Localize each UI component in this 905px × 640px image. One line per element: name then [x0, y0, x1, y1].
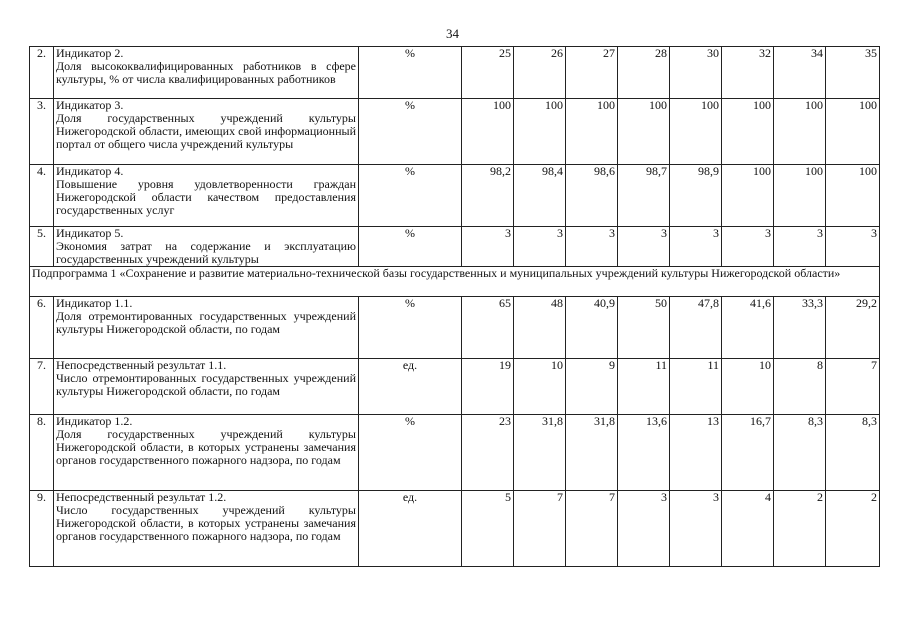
value-cell: 98,7	[618, 165, 670, 227]
value-cell: 27	[566, 47, 618, 99]
value-cell: 100	[618, 99, 670, 165]
value-cell: 8,3	[774, 415, 826, 491]
value-cell: 34	[774, 47, 826, 99]
indicator-text: Число государственных учреждений культуры Нижегородской области, в которых устранены замечания органов государственного пожарного надзора, по годам	[56, 503, 356, 543]
value-cell: 3	[826, 227, 880, 267]
unit-cell: ед.	[359, 359, 462, 415]
value-cell: 11	[670, 359, 722, 415]
value-cell: 10	[722, 359, 774, 415]
value-cell: 29,2	[826, 297, 880, 359]
value-cell: 100	[826, 165, 880, 227]
indicator-text: Число отремонтированных государственных учреждений культуры Нижегородской области, по годам	[56, 371, 356, 398]
indicators-table	[29, 46, 880, 567]
value-cell: 98,2	[462, 165, 514, 227]
indicator-description	[54, 297, 359, 359]
value-cell: 19	[462, 359, 514, 415]
table-row	[30, 99, 880, 165]
value-cell: 65	[462, 297, 514, 359]
indicator-description	[54, 227, 359, 267]
value-cell: 16,7	[722, 415, 774, 491]
value-cell: 100	[566, 99, 618, 165]
table-row	[30, 491, 880, 567]
value-cell: 13,6	[618, 415, 670, 491]
value-cell: 9	[566, 359, 618, 415]
row-number: 8.	[30, 415, 54, 491]
value-cell: 50	[618, 297, 670, 359]
value-cell: 100	[514, 99, 566, 165]
section-row	[30, 267, 880, 297]
indicator-description	[54, 359, 359, 415]
unit-cell: ед.	[359, 491, 462, 567]
value-cell: 8	[774, 359, 826, 415]
value-cell: 98,6	[566, 165, 618, 227]
indicator-text: Экономия затрат на содержание и эксплуатацию государственных учреждений культуры	[56, 239, 356, 266]
indicator-title: Непосредственный результат 1.2.	[56, 490, 227, 504]
table-row	[30, 297, 880, 359]
value-cell: 100	[462, 99, 514, 165]
value-cell: 31,8	[566, 415, 618, 491]
indicator-text: Доля государственных учреждений культуры Нижегородской области, имеющих свой информационный портал от общего числа учреждений культуры	[56, 111, 356, 151]
indicator-description	[54, 491, 359, 567]
unit-cell: %	[359, 297, 462, 359]
value-cell: 100	[826, 99, 880, 165]
value-cell: 30	[670, 47, 722, 99]
value-cell: 3	[670, 491, 722, 567]
value-cell: 2	[774, 491, 826, 567]
value-cell: 48	[514, 297, 566, 359]
value-cell: 25	[462, 47, 514, 99]
page-number: 34	[446, 26, 459, 41]
value-cell: 35	[826, 47, 880, 99]
unit-cell: %	[359, 47, 462, 99]
table-body	[30, 47, 880, 567]
indicator-description	[54, 165, 359, 227]
value-cell: 3	[722, 227, 774, 267]
value-cell: 47,8	[670, 297, 722, 359]
indicator-text: Доля отремонтированных государственных учреждений культуры Нижегородской области, по годам	[56, 309, 356, 336]
subprogram-heading: Подпрограмма 1 «Сохранение и развитие материально-технической базы государственных и муниципальных учреждений культуры Нижегородской области»	[30, 267, 880, 297]
value-cell: 31,8	[514, 415, 566, 491]
value-cell: 32	[722, 47, 774, 99]
value-cell: 100	[722, 99, 774, 165]
value-cell: 3	[774, 227, 826, 267]
unit-cell: %	[359, 165, 462, 227]
value-cell: 8,3	[826, 415, 880, 491]
value-cell: 3	[462, 227, 514, 267]
value-cell: 7	[514, 491, 566, 567]
value-cell: 5	[462, 491, 514, 567]
indicator-title: Индикатор 4.	[56, 164, 124, 178]
value-cell: 41,6	[722, 297, 774, 359]
table-row	[30, 415, 880, 491]
value-cell: 26	[514, 47, 566, 99]
indicator-title: Индикатор 3.	[56, 98, 124, 112]
value-cell: 28	[618, 47, 670, 99]
indicator-text: Повышение уровня удовлетворенности граждан Нижегородской области качеством предоставления государственных услуг	[56, 177, 356, 217]
value-cell: 3	[618, 227, 670, 267]
table-row	[30, 165, 880, 227]
value-cell: 2	[826, 491, 880, 567]
row-number: 9.	[30, 491, 54, 567]
indicator-title: Индикатор 1.2.	[56, 414, 133, 428]
row-number: 2.	[30, 47, 54, 99]
value-cell: 10	[514, 359, 566, 415]
value-cell: 3	[514, 227, 566, 267]
indicator-title: Индикатор 2.	[56, 46, 124, 60]
row-number: 4.	[30, 165, 54, 227]
row-number: 7.	[30, 359, 54, 415]
unit-cell: %	[359, 415, 462, 491]
row-number: 6.	[30, 297, 54, 359]
value-cell: 13	[670, 415, 722, 491]
indicator-description	[54, 99, 359, 165]
unit-cell: %	[359, 227, 462, 267]
value-cell: 33,3	[774, 297, 826, 359]
unit-cell: %	[359, 99, 462, 165]
value-cell: 3	[670, 227, 722, 267]
indicator-text: Доля государственных учреждений культуры Нижегородской области, в которых устранены замечания органов государственного пожарного надзора, по годам	[56, 427, 356, 467]
indicator-title: Индикатор 5.	[56, 226, 124, 240]
value-cell: 100	[774, 165, 826, 227]
value-cell: 40,9	[566, 297, 618, 359]
row-number: 5.	[30, 227, 54, 267]
value-cell: 11	[618, 359, 670, 415]
value-cell: 23	[462, 415, 514, 491]
value-cell: 3	[618, 491, 670, 567]
value-cell: 100	[722, 165, 774, 227]
value-cell: 100	[670, 99, 722, 165]
indicator-description	[54, 47, 359, 99]
value-cell: 98,4	[514, 165, 566, 227]
value-cell: 3	[566, 227, 618, 267]
value-cell: 7	[566, 491, 618, 567]
value-cell: 100	[774, 99, 826, 165]
row-number: 3.	[30, 99, 54, 165]
indicator-text: Доля высококвалифицированных работников в сфере культуры, % от числа квалифицированных работников	[56, 59, 356, 86]
table-row	[30, 47, 880, 99]
table-row	[30, 227, 880, 267]
value-cell: 7	[826, 359, 880, 415]
value-cell: 98,9	[670, 165, 722, 227]
indicator-description	[54, 415, 359, 491]
indicator-title: Индикатор 1.1.	[56, 296, 133, 310]
table-row	[30, 359, 880, 415]
value-cell: 4	[722, 491, 774, 567]
indicator-title: Непосредственный результат 1.1.	[56, 358, 227, 372]
